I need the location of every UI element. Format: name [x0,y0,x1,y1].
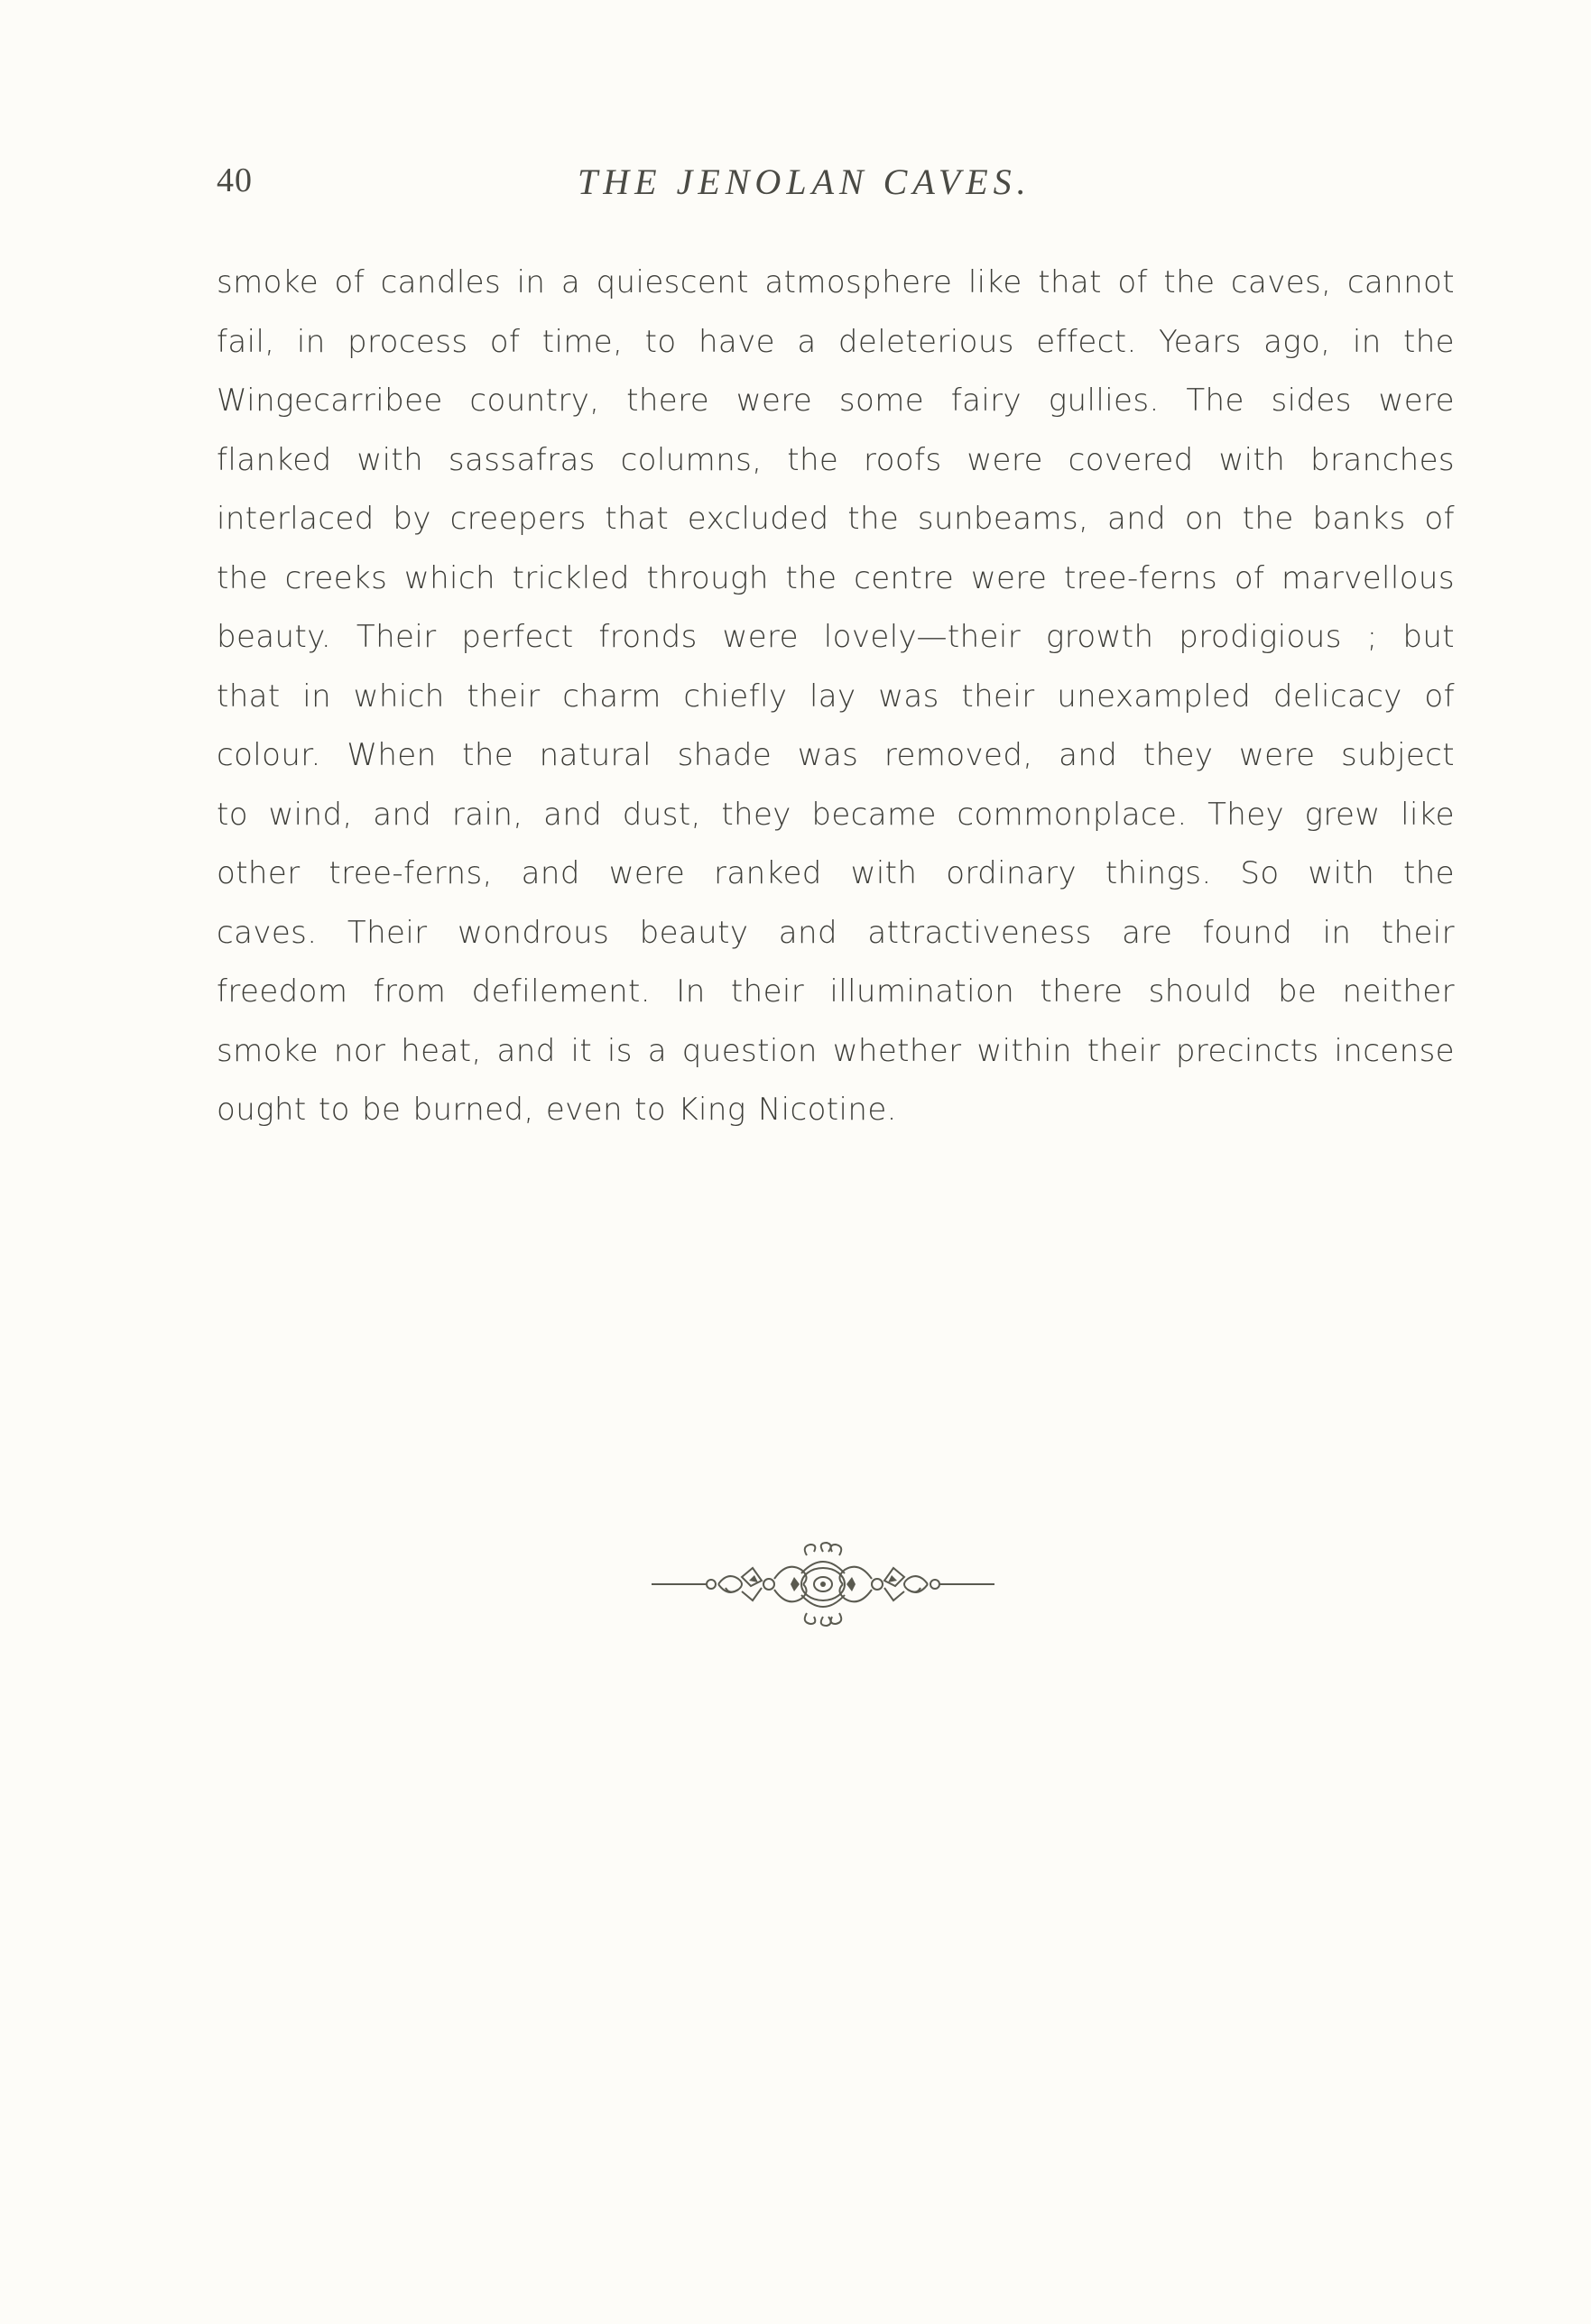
text-line: caves. Their wondrous beauty and attractiveness are found in their [217,914,1455,951]
running-title: THE JENOLAN CAVES. [578,161,1031,202]
text-line: other tree-ferns, and were ranked with ordinary things. So with the [217,855,1455,891]
text-line: ought to be burned, even to King Nicotine. [217,1092,897,1128]
text-line: to wind, and rain, and dust, they became commonplace. They grew like [217,796,1455,833]
text-line: smoke nor heat, and it is a question whether within their precincts incense [217,1032,1455,1069]
tailpiece-ornament-icon [643,1541,1004,1628]
text-line: smoke of candles in a quiescent atmosphere like that of the caves, cannot [217,264,1455,300]
text-line: flanked with sassafras columns, the roofs were covered with branches [217,441,1455,478]
text-line: interlaced by creepers that excluded the sunbeams, and on the banks of [217,501,1455,537]
page-number: 40 [217,161,253,199]
text-line: colour. When the natural shade was removed, and they were subject [217,737,1455,773]
running-head [217,161,1462,215]
text-line: beauty. Their perfect fronds were lovely—their growth prodigious ; but [217,619,1455,655]
text-line: freedom from defilement. In their illumination there should be neither [217,973,1455,1010]
text-line: that in which their charm chiefly lay was their unexampled delicacy of [217,678,1455,715]
text-line: Wingecarribee country, there were some fairy gullies. The sides were [217,383,1455,419]
text-line: fail, in process of time, to have a deleterious effect. Years ago, in the [217,323,1455,360]
body-paragraph [217,254,1455,1140]
text-line: the creeks which trickled through the centre were tree-ferns of marvellous [217,559,1455,596]
